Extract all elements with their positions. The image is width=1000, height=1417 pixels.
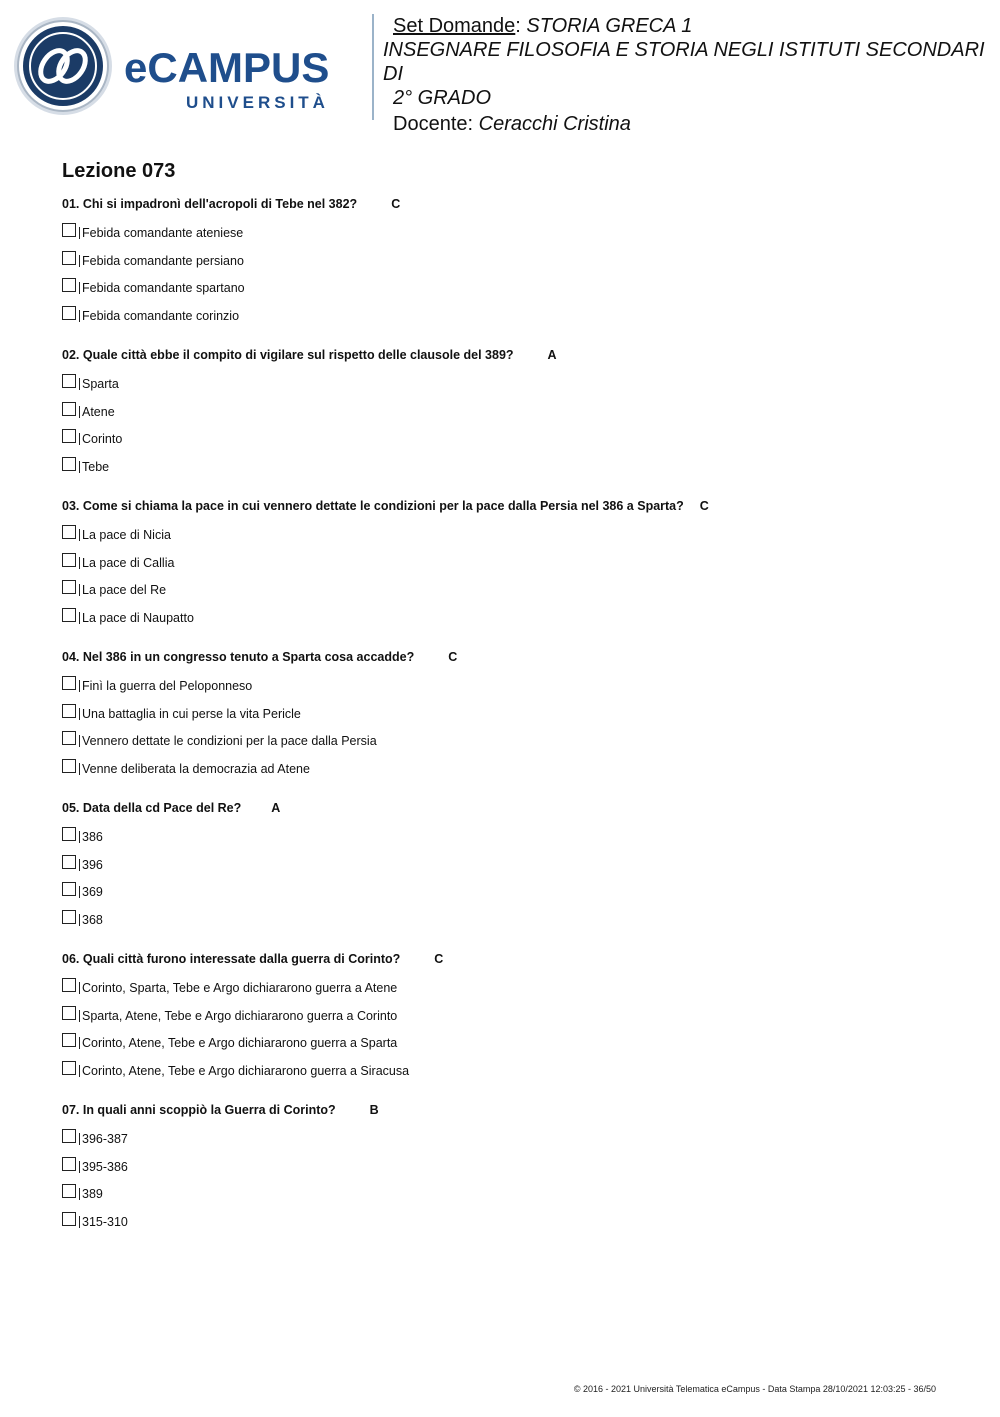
question-text: 01. Chi si impadronì dell'acropoli di Tebe nel 382? C [62, 197, 401, 211]
option-label: Corinto [82, 432, 123, 447]
checkbox[interactable] [62, 1033, 76, 1047]
option-label: Febida comandante persiano [82, 253, 244, 268]
checkbox[interactable] [62, 704, 76, 718]
correct-answer: B [369, 1103, 379, 1117]
option[interactable] [62, 299, 962, 327]
option-label: 389 [82, 1187, 103, 1202]
teacher-line [383, 112, 995, 136]
course-line-2: 2° GRADO [393, 87, 492, 109]
checkbox[interactable] [62, 676, 76, 690]
option-label: Tebe [82, 460, 110, 475]
option[interactable] [62, 1150, 962, 1178]
question-text: 02. Quale città ebbe il compito di vigilare sul rispetto delle clausole del 389? A [62, 348, 557, 362]
checkbox[interactable] [62, 1129, 76, 1143]
option[interactable] [62, 820, 962, 848]
option-label: Atene [82, 404, 115, 419]
option-label: Corinto, Atene, Tebe e Argo dichiararono guerra a Sparta [82, 1036, 398, 1051]
option[interactable] [62, 450, 962, 478]
checkbox[interactable] [62, 1006, 76, 1020]
question-text: 06. Quali città furono interessate dalla guerra di Corinto? C [62, 952, 444, 966]
option[interactable] [62, 1205, 962, 1233]
question-text: 07. In quali anni scoppiò la Guerra di Corinto? B [62, 1103, 379, 1117]
set-line: Set Domande: STORIA GRECA 1 [393, 15, 693, 37]
option-label: 386 [82, 830, 103, 844]
checkbox[interactable] [62, 374, 76, 388]
checkbox[interactable] [62, 978, 76, 992]
checkbox[interactable] [62, 1157, 76, 1171]
option[interactable] [62, 395, 962, 423]
checkbox[interactable] [62, 608, 76, 622]
option-label: 396-387 [82, 1132, 128, 1146]
logo-brand-text: eCAMPUS [124, 44, 330, 91]
question-text: 04. Nel 386 in un congresso tenuto a Sparta cosa accadde? C [62, 650, 458, 664]
correct-answer: A [271, 801, 281, 815]
correct-answer: C [391, 197, 401, 211]
checkbox[interactable] [62, 731, 76, 745]
ecampus-logo [14, 14, 359, 118]
option-label: 368 [82, 913, 103, 928]
question-4 [62, 649, 962, 800]
checkbox[interactable] [62, 525, 76, 539]
option-label: 395-386 [82, 1159, 128, 1174]
option-label: La pace del Re [82, 583, 167, 598]
question-6 [62, 951, 962, 1102]
option[interactable] [62, 573, 962, 601]
lesson-title: Lezione 073 [62, 160, 176, 182]
option[interactable] [62, 271, 962, 299]
page-footer: © 2016 - 2021 Università Telematica eCampus - Data Stampa 28/10/2021 12:03:25 - 36/50 [573, 1384, 936, 1394]
question-list [62, 196, 962, 1253]
checkbox[interactable] [62, 251, 76, 265]
option-label: Sparta, Atene, Tebe e Argo dichiararono guerra a Corinto [82, 1008, 398, 1023]
option[interactable] [62, 546, 962, 574]
teacher-label: Docente: [393, 113, 474, 135]
option[interactable] [62, 848, 962, 876]
option[interactable] [62, 244, 962, 272]
option[interactable] [62, 367, 962, 395]
option[interactable] [62, 1177, 962, 1205]
course-line-1: INSEGNARE FILOSOFIA E STORIA NEGLI ISTITUTI SECONDARI DI [383, 39, 985, 85]
option[interactable] [62, 1122, 962, 1150]
option[interactable] [62, 601, 962, 629]
checkbox[interactable] [62, 553, 76, 567]
checkbox[interactable] [62, 1212, 76, 1226]
checkbox[interactable] [62, 882, 76, 896]
option-label: La pace di Nicia [82, 528, 171, 542]
option[interactable] [62, 971, 962, 999]
question-7 [62, 1102, 962, 1253]
checkbox[interactable] [62, 402, 76, 416]
correct-answer: C [434, 952, 444, 966]
question-2 [62, 347, 962, 498]
question-5 [62, 800, 962, 951]
checkbox[interactable] [62, 855, 76, 869]
option-label: Febida comandante corinzio [82, 309, 240, 324]
page-header [0, 0, 1000, 135]
correct-answer: C [699, 499, 709, 513]
checkbox[interactable] [62, 1061, 76, 1075]
option[interactable] [62, 724, 962, 752]
option-label: 369 [82, 885, 103, 900]
option-label: Venne deliberata la democrazia ad Atene [82, 762, 310, 777]
checkbox[interactable] [62, 223, 76, 237]
option-label: Sparta [82, 377, 119, 391]
checkbox[interactable] [62, 278, 76, 292]
option-label: Finì la guerra del Peloponneso [82, 679, 253, 693]
option[interactable] [62, 1026, 962, 1054]
option-label: Febida comandante ateniese [82, 226, 244, 240]
option[interactable] [62, 1054, 962, 1082]
checkbox[interactable] [62, 827, 76, 841]
question-text: 03. Come si chiama la pace in cui vennero dettate le condizioni per la pace dalla Persia nel 386 a Sparta? C [62, 499, 709, 513]
checkbox[interactable] [62, 910, 76, 924]
logo-sub-text: UNIVERSITÀ [186, 93, 329, 112]
option[interactable] [62, 875, 962, 903]
option-label: 396 [82, 857, 103, 872]
option[interactable] [62, 216, 962, 244]
header-info [383, 14, 995, 136]
correct-answer: C [448, 650, 458, 664]
option[interactable] [62, 752, 962, 780]
option[interactable] [62, 999, 962, 1027]
set-label: Set Domande [393, 15, 516, 37]
checkbox[interactable] [62, 580, 76, 594]
option[interactable] [62, 669, 962, 697]
question-text: 05. Data della cd Pace del Re? A [62, 801, 281, 815]
option[interactable] [62, 422, 962, 450]
header-divider [372, 14, 374, 120]
option[interactable] [62, 903, 962, 931]
correct-answer: A [547, 348, 557, 362]
option-label: Corinto, Sparta, Tebe e Argo dichiararono guerra a Atene [82, 981, 398, 995]
option-label: La pace di Callia [82, 555, 175, 570]
option-label: Una battaglia in cui perse la vita Pericle [82, 706, 301, 721]
checkbox[interactable] [62, 1184, 76, 1198]
option-label: Corinto, Atene, Tebe e Argo dichiararono guerra a Siracusa [82, 1064, 410, 1079]
checkbox[interactable] [62, 457, 76, 471]
option-label: La pace di Naupatto [82, 611, 194, 626]
option[interactable] [62, 518, 962, 546]
checkbox[interactable] [62, 759, 76, 773]
set-value: STORIA GRECA 1 [526, 15, 693, 37]
course-title [383, 38, 995, 110]
option-label: 315-310 [82, 1215, 128, 1230]
checkbox[interactable] [62, 429, 76, 443]
question-3 [62, 498, 962, 649]
option-label: Febida comandante spartano [82, 281, 245, 296]
checkbox[interactable] [62, 306, 76, 320]
question-1 [62, 196, 962, 347]
option-label: Vennero dettate le condizioni per la pace dalla Persia [82, 734, 377, 749]
teacher-name: Ceracchi Cristina [478, 113, 631, 135]
option[interactable] [62, 697, 962, 725]
